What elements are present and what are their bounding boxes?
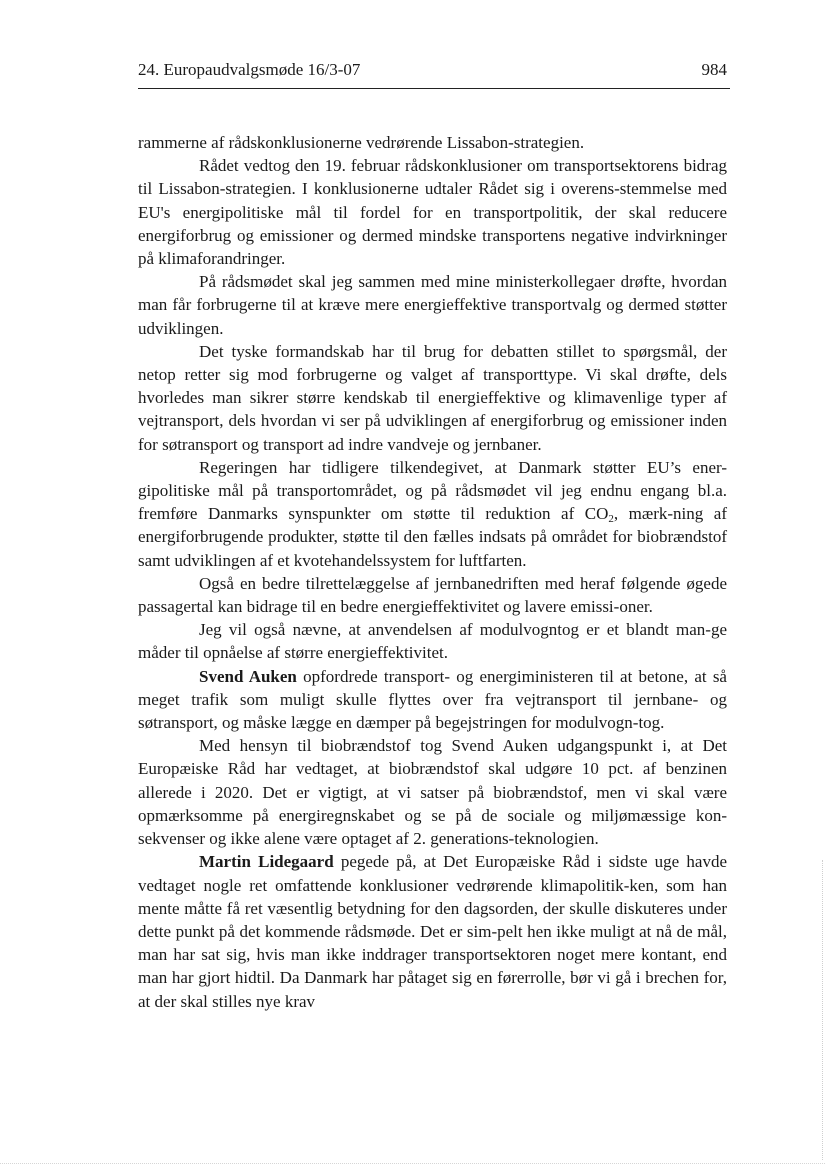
running-title: 24. Europaudvalgsmøde 16/3-07 <box>138 60 361 79</box>
speaker-name: Svend Auken <box>199 666 297 686</box>
paragraph <box>138 154 727 270</box>
page-header <box>138 58 727 82</box>
paragraph-text: Også en bedre tilrettelæggelse af jernbanedriften med heraf følgende øgede passagertal kan bidrage til en bedre energieffektivitet og lavere emissi-oner. <box>138 573 727 617</box>
paragraph-text: , mærk-ning af energiforbrugende produkter, støtte til den fælles indsats på området for biobrændstof samt udviklingen af et kvotehandelssystem for luftfarten. <box>138 504 727 570</box>
paragraph-text: Med hensyn til biobrændstof tog Svend Auken udgangspunkt i, at Det Europæiske Råd har vedtaget, at biobrændstof skal udgøre 10 pct. af benzinen allerede i 2020. Det er vigtigt, at vi satser på biobrændstof, men vi skal være opmærksomme på energiregnskabet og se på de sociale og miljømæssige kon-sekvenser og ikke alene være optaget af 2. generations-teknologien. <box>138 736 727 849</box>
paragraph <box>138 456 727 572</box>
paragraph <box>138 340 727 456</box>
paragraph-text: rammerne af rådskonklusionerne vedrørende Lissabon-strategien. <box>138 133 585 152</box>
paragraph <box>138 572 727 618</box>
header-divider <box>138 88 730 89</box>
page-number: 984 <box>701 60 727 79</box>
document-body <box>138 131 727 1013</box>
paragraph-text: Jeg vil også nævne, at anvendelsen af modulvogntog er et blandt man-ge måder til opnåelse af større energieffektivitet. <box>138 620 727 663</box>
paragraph-text: Regeringen har tidligere tilkendegivet, at Danmark støtter EU’s ener-gipolitiske mål på transportområdet, og på rådsmødet vil jeg endnu engang bl.a. fremføre Danmarks synspunkter om støtte til reduktion af CO <box>138 457 727 524</box>
paragraph <box>138 665 727 735</box>
paragraph <box>138 270 727 340</box>
paragraph-text: pegede på, at Det Europæiske Råd i sidste uge havde vedtaget nogle ret omfattende konklusioner vedrørende klimapolitik-ken, som han mente måtte få ret væsentlig betydning for den dagsorden, der skulle diskuteres under dette punkt på det kommende rådsmøde. Det er sim-pelt hen ikke muligt at nå de mål, man har sat sig, hvis man ikke inddrager transportsektoren noget mere kontant, end man har gjort hidtil. Da Danmark har påtaget sig en førerrolle, bør vi gå i brechen for, at der skal stilles nye krav <box>138 852 728 1011</box>
paragraph-text: opfordrede transport- og energiministeren til at betone, at så meget trafik som muligt skulle flyttes over fra vejtransport til jernbane- og søtransport, og måske lægge en dæmper på begejstringen for modulvogn-tog. <box>138 666 727 733</box>
subscript: 2 <box>608 513 614 526</box>
paragraph <box>138 618 727 664</box>
paragraph-text: Rådet vedtog den 19. februar rådskonklusioner om transportsektorens bidrag til Lissabon-strategien. I konklusionerne udtaler Rådet sig i overens-stemmelse med EU's energipolitiske mål til fordel for en transportpolitik, der skal reducere energiforbrug og emissioner og dermed mindske transportens negative indvirkninger på klimaforandringer. <box>138 156 727 269</box>
scan-edge-artifact <box>822 860 824 1160</box>
scan-edge-artifact <box>0 1163 825 1164</box>
paragraph <box>138 850 727 1012</box>
speaker-name: Martin Lidegaard <box>199 852 334 872</box>
paragraph <box>138 734 727 850</box>
paragraph-continuation <box>138 131 727 154</box>
paragraph-text: På rådsmødet skal jeg sammen med mine ministerkollegaer drøfte, hvordan man får forbrugerne til at kræve mere energieffektive transportvalg og dermed støtter udviklingen. <box>138 272 727 338</box>
paragraph-text: Det tyske formandskab har til brug for debatten stillet to spørgsmål, der netop retter sig mod forbrugerne og valget af transporttype. Vi skal drøfte, dels hvorledes man sikrer større kendskab til energieffektive og klimavenlige typer af vejtransport, dels hvordan vi ser på udviklingen af energiforbrug og emissioner inden for søtransport og transport ad indre vandveje og jernbaner. <box>138 341 727 454</box>
